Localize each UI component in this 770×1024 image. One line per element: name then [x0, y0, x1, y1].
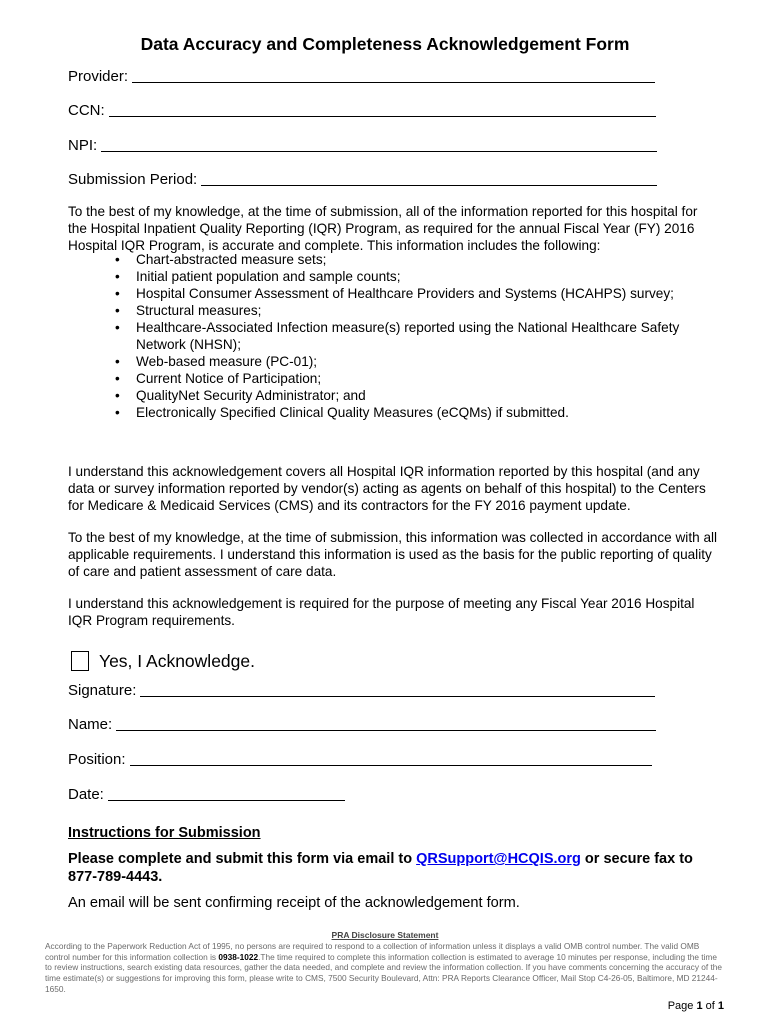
- list-item: • Current Notice of Participation;: [110, 370, 710, 387]
- date-line[interactable]: [108, 800, 345, 801]
- position-field[interactable]: [68, 745, 652, 769]
- ccn-field[interactable]: [68, 96, 656, 120]
- page-of: of: [702, 1000, 718, 1012]
- name-line[interactable]: [116, 730, 656, 731]
- submission-period-label: Submission Period:: [68, 171, 198, 188]
- provider-field[interactable]: [68, 62, 655, 86]
- ccn-label: CCN:: [68, 102, 105, 119]
- included-info-list: [110, 251, 710, 421]
- list-item: • Structural measures;: [110, 302, 710, 319]
- acknowledge-label: Yes, I Acknowledge.: [99, 650, 255, 671]
- submission-period-field[interactable]: [68, 165, 657, 189]
- provider-label: Provider:: [68, 68, 129, 85]
- list-item: • Initial patient population and sample counts;: [110, 268, 710, 285]
- pra-text-2: .The time required to complete this information collection is estimated to average 10 minutes per response, including the time to review instructions, search existing data resources, gather the data needed, and complete and review the information collection. If you have comments concerning the accuracy of the time estimate(s) or suggestions for improving this form, please write to CMS, 7500 Security Boulevard, Attn: PRA Reports Clearance Officer, Mail Stop C4-26-05, Baltimore, MD 21244-1650.: [45, 951, 723, 994]
- npi-line[interactable]: [101, 151, 657, 152]
- confirmation-note: An email will be sent confirming receipt of the acknowledgement form.: [68, 895, 520, 911]
- list-item: • Web-based measure (PC-01);: [110, 353, 710, 370]
- date-label: Date:: [68, 786, 104, 803]
- page-current: 1: [696, 1000, 703, 1012]
- purpose-paragraph: I understand this acknowledgement is required for the purpose of meeting any Fiscal Year 2016 Hospital IQR Program requirements.: [68, 596, 695, 628]
- submission-period-line[interactable]: [201, 185, 657, 186]
- npi-label: NPI:: [68, 137, 98, 154]
- list-item: • Chart-abstracted measure sets;: [110, 251, 710, 268]
- list-item: • Electronically Specified Clinical Quality Measures (eCQMs) if submitted.: [110, 404, 710, 421]
- list-item: • Hospital Consumer Assessment of Healthcare Providers and Systems (HCAHPS) survey;: [110, 285, 710, 302]
- acknowledge-checkbox-row[interactable]: [71, 649, 255, 673]
- signature-line[interactable]: [140, 696, 655, 697]
- instructions-text: [68, 850, 718, 886]
- omb-number: 0938-1022: [218, 951, 259, 962]
- instructions-heading: Instructions for Submission: [68, 825, 261, 841]
- list-item: • Healthcare-Associated Infection measure(s) reported using the National Healthcare Safety Network (NHSN);: [110, 319, 710, 353]
- coverage-paragraph: I understand this acknowledgement covers all Hospital IQR information reported by this hospital (and any data or survey information reported by vendor(s) acting as agents on behalf of this hospital) to the Centers for Medicare & Medicaid Services (CMS) and its contractors for the FY 2016 payment update.: [68, 464, 706, 513]
- pra-text-1: According to the Paperwork Reduction Act of 1995, no persons are required to respond to a collection of information unless it displays a valid OMB control number. The valid OMB control number for this information collection is: [45, 941, 700, 962]
- acknowledge-checkbox[interactable]: [71, 651, 89, 671]
- page-total: 1: [717, 1000, 724, 1012]
- requirements-paragraph: To the best of my knowledge, at the time of submission, this information was collected in accordance with all applicable requirements. I understand this information is used as the basis for the public reporting of quality of care and patient assessment of care data.: [68, 530, 718, 579]
- pra-title: PRA Disclosure Statement: [331, 930, 439, 940]
- instructions-pre: Please complete and submit this form via email to: [68, 851, 417, 867]
- position-line[interactable]: [130, 765, 652, 766]
- date-field[interactable]: [68, 780, 345, 804]
- page-number: [668, 1000, 724, 1012]
- npi-field[interactable]: [68, 131, 657, 155]
- signature-label: Signature:: [68, 682, 137, 699]
- instructions-post: or secure fax to 877-789-4443.: [68, 851, 693, 885]
- intro-paragraph: To the best of my knowledge, at the time of submission, all of the information reported for this hospital for the Hospital Inpatient Quality Reporting (IQR) Program, as required for the annual Fiscal Year (FY) 2016 Hospital IQR Program, is accurate and complete. This information includes the following:: [68, 204, 698, 253]
- ccn-line[interactable]: [109, 116, 656, 117]
- signature-field[interactable]: [68, 676, 655, 700]
- name-label: Name:: [68, 716, 113, 733]
- pra-statement: [45, 941, 725, 995]
- list-item: • QualityNet Security Administrator; and: [110, 387, 710, 404]
- form-title: Data Accuracy and Completeness Acknowledgement Form: [140, 34, 630, 54]
- provider-line[interactable]: [132, 82, 655, 83]
- support-email-link[interactable]: QRSupport@HCQIS.org: [416, 851, 581, 867]
- page-label: Page: [667, 1000, 697, 1012]
- position-label: Position:: [68, 751, 126, 768]
- name-field[interactable]: [68, 710, 656, 734]
